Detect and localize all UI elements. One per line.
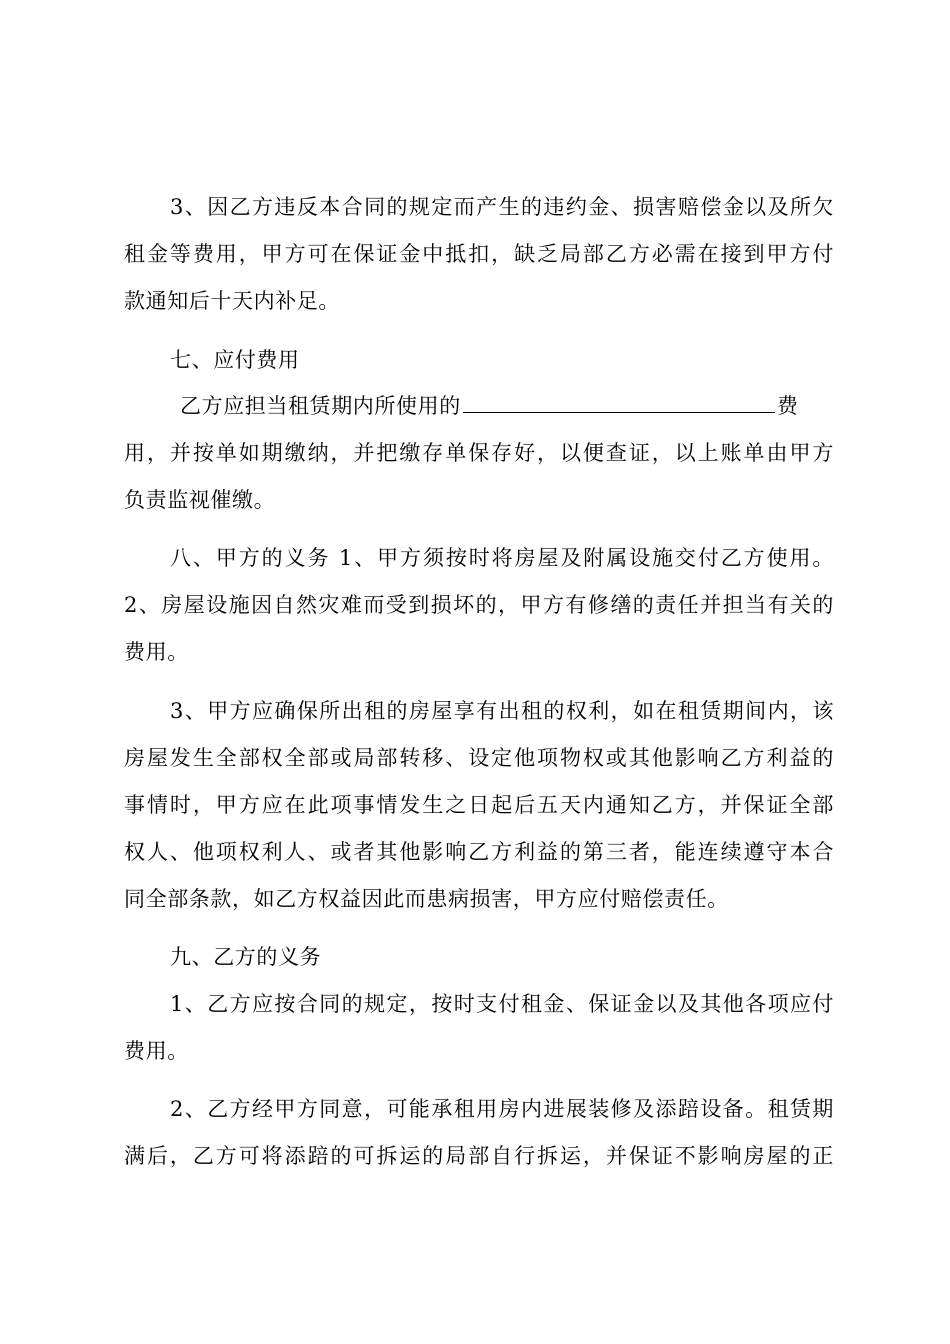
- paragraph-line: 款通知后十天内补足。: [124, 289, 340, 313]
- paragraph-line: 3、甲方应确保所出租的房屋享有出租的权利，如在租赁期间内，该: [170, 699, 834, 723]
- paragraph-line: 事情时，甲方应在此项事情发生之日起后五天内通知乙方，并保证全部: [124, 793, 834, 817]
- paragraph-line-with-blank: [180, 389, 840, 423]
- paragraph-line: 八、甲方的义务 1、甲方须按时将房屋及附属设施交付乙方使用。: [170, 546, 834, 570]
- paragraph-line: 费用。: [124, 640, 189, 664]
- section-heading: 九、乙方的义务: [170, 945, 322, 969]
- paragraph-line: 房屋发生全部权全部或局部转移、设定他项物权或其他影响乙方利益的: [124, 746, 834, 770]
- paragraph-line: 2、乙方经甲方同意，可能承租用房内进展装修及添踣设备。租赁期: [170, 1097, 834, 1121]
- paragraph-line: 2、房屋设施因自然灾难而受到损坏的，甲方有修缮的责任并担当有关的: [124, 593, 834, 617]
- paragraph-line: 用，并按单如期缴纳，并把缴存单保存好，以便查证，以上账单由甲方: [124, 441, 834, 465]
- section-heading: 七、应付费用: [170, 348, 300, 372]
- paragraph-line: 租金等费用，甲方可在保证金中抵扣，缺乏局部乙方必需在接到甲方付: [124, 242, 834, 266]
- paragraph-text: 乙方应担当租赁期内所使用的: [180, 394, 461, 418]
- fill-in-blank: [463, 392, 775, 413]
- paragraph-text: 费: [776, 394, 799, 418]
- paragraph-line: 1、乙方应按合同的规定，按时支付租金、保证金以及其他各项应付: [170, 992, 834, 1016]
- paragraph-line: 满后，乙方可将添踣的可拆运的局部自行拆运，并保证不影响房屋的正: [124, 1144, 834, 1168]
- paragraph-line: 费用。: [124, 1039, 189, 1063]
- paragraph-line: 同全部条款，如乙方权益因此而患病损害，甲方应付赔偿责任。: [124, 887, 729, 911]
- paragraph-line: 权人、他项权利人、或者其他影响乙方利益的第三者，能连续遵守本合: [124, 840, 834, 864]
- paragraph-line: 负责监视催缴。: [124, 488, 276, 512]
- paragraph-line: 3、因乙方违反本合同的规定而产生的违约金、损害赔偿金以及所欠: [170, 195, 834, 219]
